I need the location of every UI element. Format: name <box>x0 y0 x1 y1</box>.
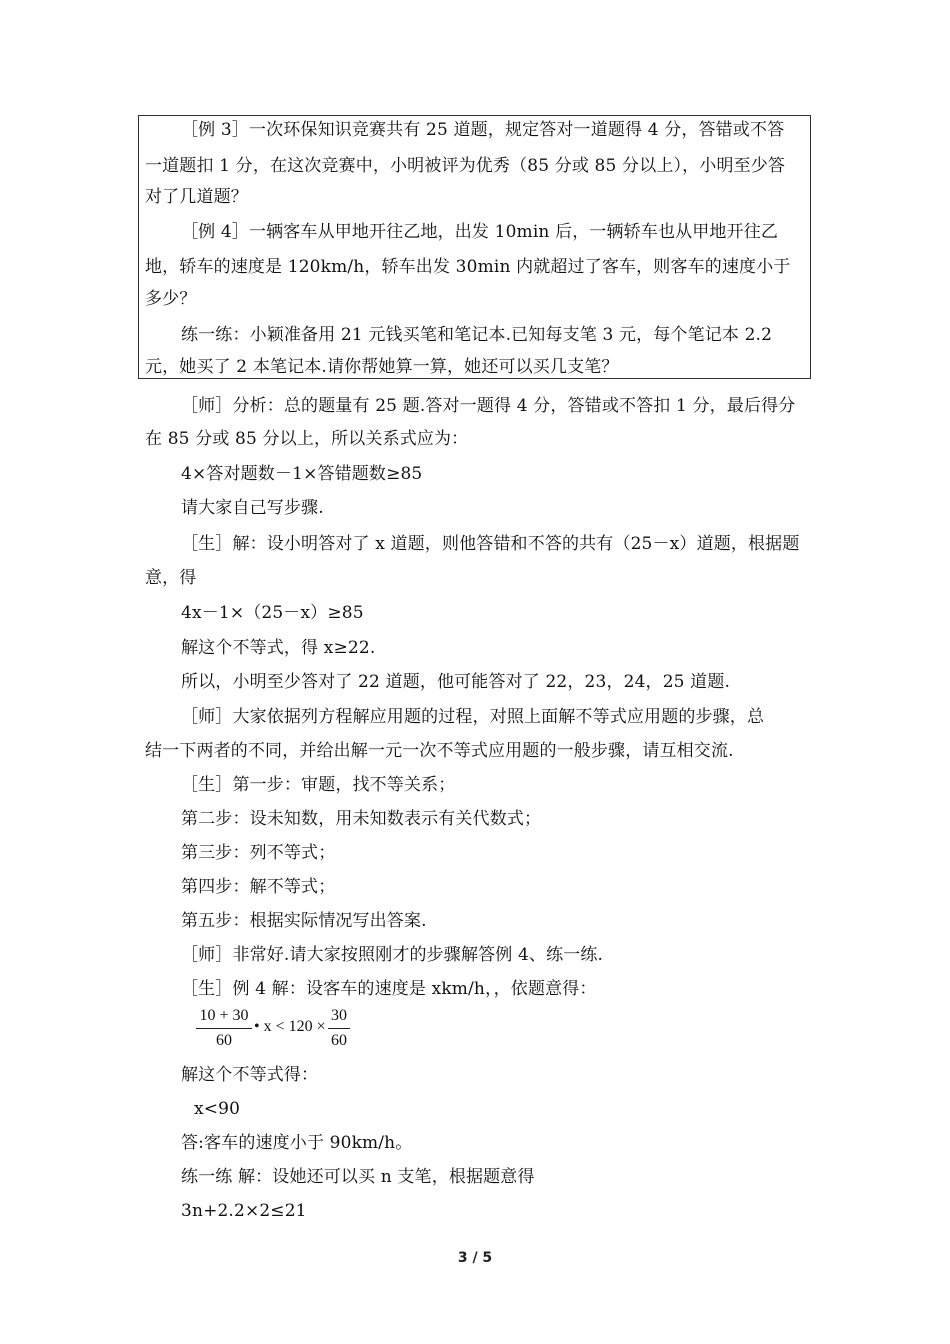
step-4: 第四步：解不等式； <box>181 877 336 897</box>
inequality-1: 4x－1×（25－x）≥85 <box>181 603 364 623</box>
page-indicator: 3 / 5 <box>457 1250 493 1266</box>
student-solution-line2: 意，得 <box>145 568 197 588</box>
example3-line1: ［例 3］一次环保知识竞赛共有 25 道题，规定答对一道题得 4 分，答错或不答 <box>181 120 785 140</box>
fraction-left-numerator: 10 + 30 <box>199 1007 249 1024</box>
student-solution-line1: ［生］解：设小明答对了 x 道题，则他答错和不答的共有（25－x）道题，根据题 <box>181 534 800 554</box>
fraction-right-denominator: 60 <box>331 1032 347 1049</box>
step-1: ［生］第一步：审题，找不等关系； <box>181 775 456 795</box>
teacher-analysis-line1: ［师］分析：总的题量有 25 题.答对一题得 4 分，答错或不答扣 1 分，最后得分 <box>181 396 796 416</box>
solve-2-label: 解这个不等式得： <box>181 1065 319 1085</box>
fraction-right <box>328 1006 350 1051</box>
student-example4: ［生］例 4 解：设客车的速度是 xkm/h，，依题意得： <box>181 979 597 999</box>
example3-line3: 对了几道题？ <box>145 187 248 207</box>
example3-line2: 一道题扣 1 分，在这次竞赛中，小明被评为优秀（85 分或 85 分以上），小明至少答 <box>145 156 786 176</box>
fraction-left-bar <box>196 1028 252 1029</box>
solve-1: 解这个不等式，得 x≥22. <box>181 638 376 658</box>
inequality-3: 3n+2.2×2≤21 <box>181 1201 307 1221</box>
teacher-summary-line1: ［师］大家依据列方程解应用题的过程，对照上面解不等式应用题的步骤，总 <box>181 707 765 727</box>
example4-line1: ［例 4］一辆客车从甲地开往乙地，出发 10min 后，一辆轿车也从甲地开往乙 <box>181 222 779 242</box>
practice-solution: 练一练 解：设她还可以买 n 支笔，根据题意得 <box>181 1167 535 1187</box>
step-2: 第二步：设未知数，用未知数表示有关代数式； <box>181 809 542 829</box>
step-3: 第三步：列不等式； <box>181 843 336 863</box>
conclusion-1: 所以，小明至少答对了 22 道题，他可能答对了 22，23，24，25 道题. <box>181 672 731 692</box>
fraction-right-numerator: 30 <box>331 1007 347 1024</box>
fraction-left-denominator: 60 <box>216 1032 232 1049</box>
answer-2: 答:客车的速度小于 90km/h。 <box>181 1133 413 1153</box>
relation-expression: 4×答对题数－1×答错题数≥85 <box>181 464 423 484</box>
example4-line3: 多少？ <box>145 289 197 309</box>
fraction-right-bar <box>328 1028 350 1029</box>
ask-steps: 请大家自己写步骤. <box>181 498 324 518</box>
practice-line2: 元，她买了 2 本笔记本.请你帮她算一算，她还可以买几支笔？ <box>145 357 619 377</box>
formula-middle: • x < 120 × <box>254 1018 326 1035</box>
example4-line2: 地，轿车的速度是 120km/h，轿车出发 30min 内就超过了客车，则客车的速度小于 <box>145 257 791 277</box>
teacher-analysis-line2: 在 85 分或 85 分以上，所以关系式应为： <box>145 429 469 449</box>
teacher-summary-line2: 结一下两者的不同，并给出解一元一次不等式应用题的一般步骤，请互相交流. <box>145 741 734 761</box>
fraction-left <box>196 1006 252 1051</box>
teacher-praise: ［师］非常好.请大家按照刚才的步骤解答例 4、练一练. <box>181 945 604 965</box>
step-5: 第五步：根据实际情况写出答案. <box>181 911 427 931</box>
practice-line1: 练一练：小颖准备用 21 元钱买笔和笔记本.已知每支笔 3 元，每个笔记本 2.2 <box>181 325 773 345</box>
solve-2-result: x<90 <box>194 1099 241 1119</box>
